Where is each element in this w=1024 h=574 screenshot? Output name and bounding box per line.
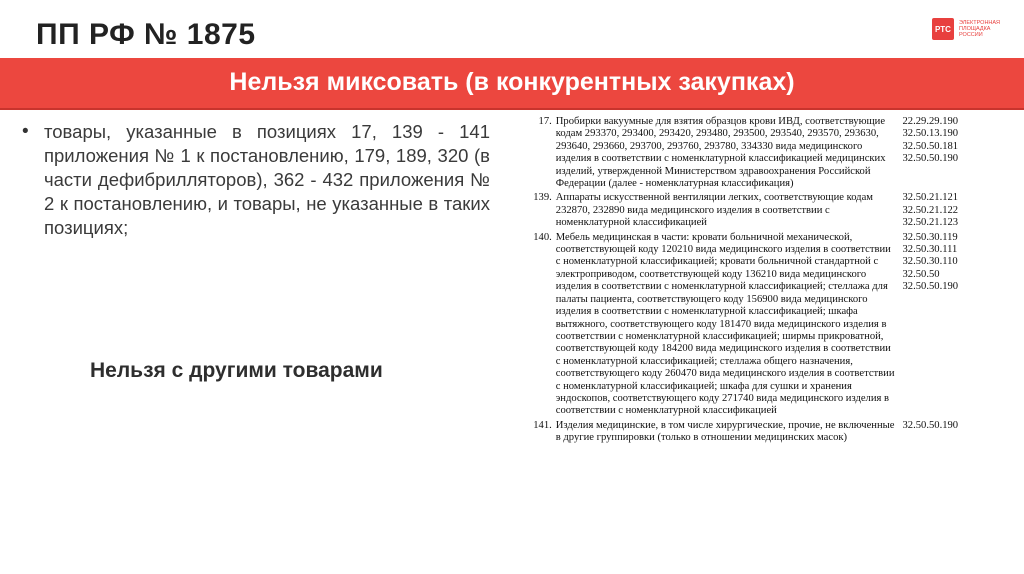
row-description: Мебель медицинская в части: кровати больничной механической, соответствующей коду 120210 вида медицинского изделия в соответствии с номенклатурной классификацией; кровати больничной стандартной с электроприводом, соответствующей коду 136210 вида медицинского изделия в соответствии с номенклатурной классификацией; стеллажа для палаты пациента, соответствующего коду 156900 вида медицинского изделия в соответствии с номенклатурной классификацией; шкафа вытяжного, соответствующего коду 181470 вида медицинского изделия в соответствии с номенклатурной классификацией; ширмы прикроватной, соответствующей коду 184200 вида медицинского изделия в соответствии с номенклатурной классификацией; стеллажа общего назначения, соответствующего коду 260470 вида медицинского изделия в соответствии с номенклатурной классификацией; шкафа для сушки и хранения эндоскопов, соответствующего коду 271740 вида медицинского изделия в соответствии с номенклатурной классификацией xyxy=(555,231,895,417)
subheading: Нельзя с другими товарами xyxy=(90,359,383,382)
okpd-code: 32.50.30.119 xyxy=(902,231,958,243)
goods-table xyxy=(522,116,982,445)
row-description: Аппараты искусственной вентиляции легких, соответствующие кодам 232870, 232890 вида медицинского изделия в соответствии с номенклатурной классификацией xyxy=(555,192,873,229)
okpd-code: 32.50.50.190 xyxy=(902,281,959,293)
okpd-code: 32.50.21.123 xyxy=(902,217,959,229)
okpd-code: 32.50.30.111 xyxy=(902,244,958,256)
okpd-code: 32.50.21.122 xyxy=(902,204,959,216)
row-number: 139. xyxy=(533,192,552,204)
row-codes xyxy=(896,116,982,192)
okpd-code: 32.50.50 xyxy=(902,268,940,280)
banner-text: Нельзя миксовать (в конкурентных закупках) xyxy=(229,68,795,96)
okpd-code: 22.29.29.190 xyxy=(902,116,959,127)
table-row xyxy=(522,116,982,192)
okpd-code: 32.50.13.190 xyxy=(902,128,959,140)
bullet-dot-icon: • xyxy=(22,121,29,142)
okpd-code: 32.50.21.121 xyxy=(902,192,959,204)
rts-logo xyxy=(932,18,1005,40)
bullet-item xyxy=(22,120,494,240)
red-banner xyxy=(0,58,1024,110)
row-description: Изделия медицинские, в том числе хирургические, прочие, не включенные в другие группировки (только в отношении медицинских масок) xyxy=(555,419,895,444)
page-title: ПП РФ № 1875 xyxy=(36,18,256,51)
row-description: Пробирки вакуумные для взятия образцов крови ИВД, соответствующие кодам 293370, 293400, 293420, 293480, 293500, 293540, 293570, 293630, 293640, 293660, 293700, 293760, 293780, 334330 вида медицинского изделия в соответствии с номенклатурной классификацией медицинских изделий, утвержденной Министерством здравоохранения Российской Федерации (далее - номенклатурная классификация) xyxy=(555,116,886,190)
left-column xyxy=(22,120,494,240)
table-row xyxy=(522,192,982,231)
row-number: 17. xyxy=(538,116,552,127)
table-row xyxy=(522,420,982,445)
okpd-code: 32.50.50.190 xyxy=(902,153,959,165)
bullet-text: товары, указанные в позициях 17, 139 - 141 приложения № 1 к постановлению, 179, 189, 320 (в части дефибрилляторов), 362 - 432 приложения № 2 к постановлению, и товары, не указанные в таких позициях; xyxy=(44,121,490,238)
row-codes xyxy=(896,192,982,231)
table-row xyxy=(522,232,982,420)
row-number: 141. xyxy=(533,419,552,431)
logo-mark: РТС xyxy=(932,18,954,40)
okpd-code: 32.50.50.190 xyxy=(902,419,959,431)
okpd-code: 32.50.30.110 xyxy=(902,256,958,268)
okpd-code: 32.50.50.181 xyxy=(902,140,959,152)
row-codes xyxy=(896,232,982,420)
logo-text: ЭЛЕКТРОННАЯ ПЛОЩАДКА РОССИИ xyxy=(959,20,1001,38)
row-number: 140. xyxy=(533,231,552,243)
row-codes xyxy=(896,420,982,445)
